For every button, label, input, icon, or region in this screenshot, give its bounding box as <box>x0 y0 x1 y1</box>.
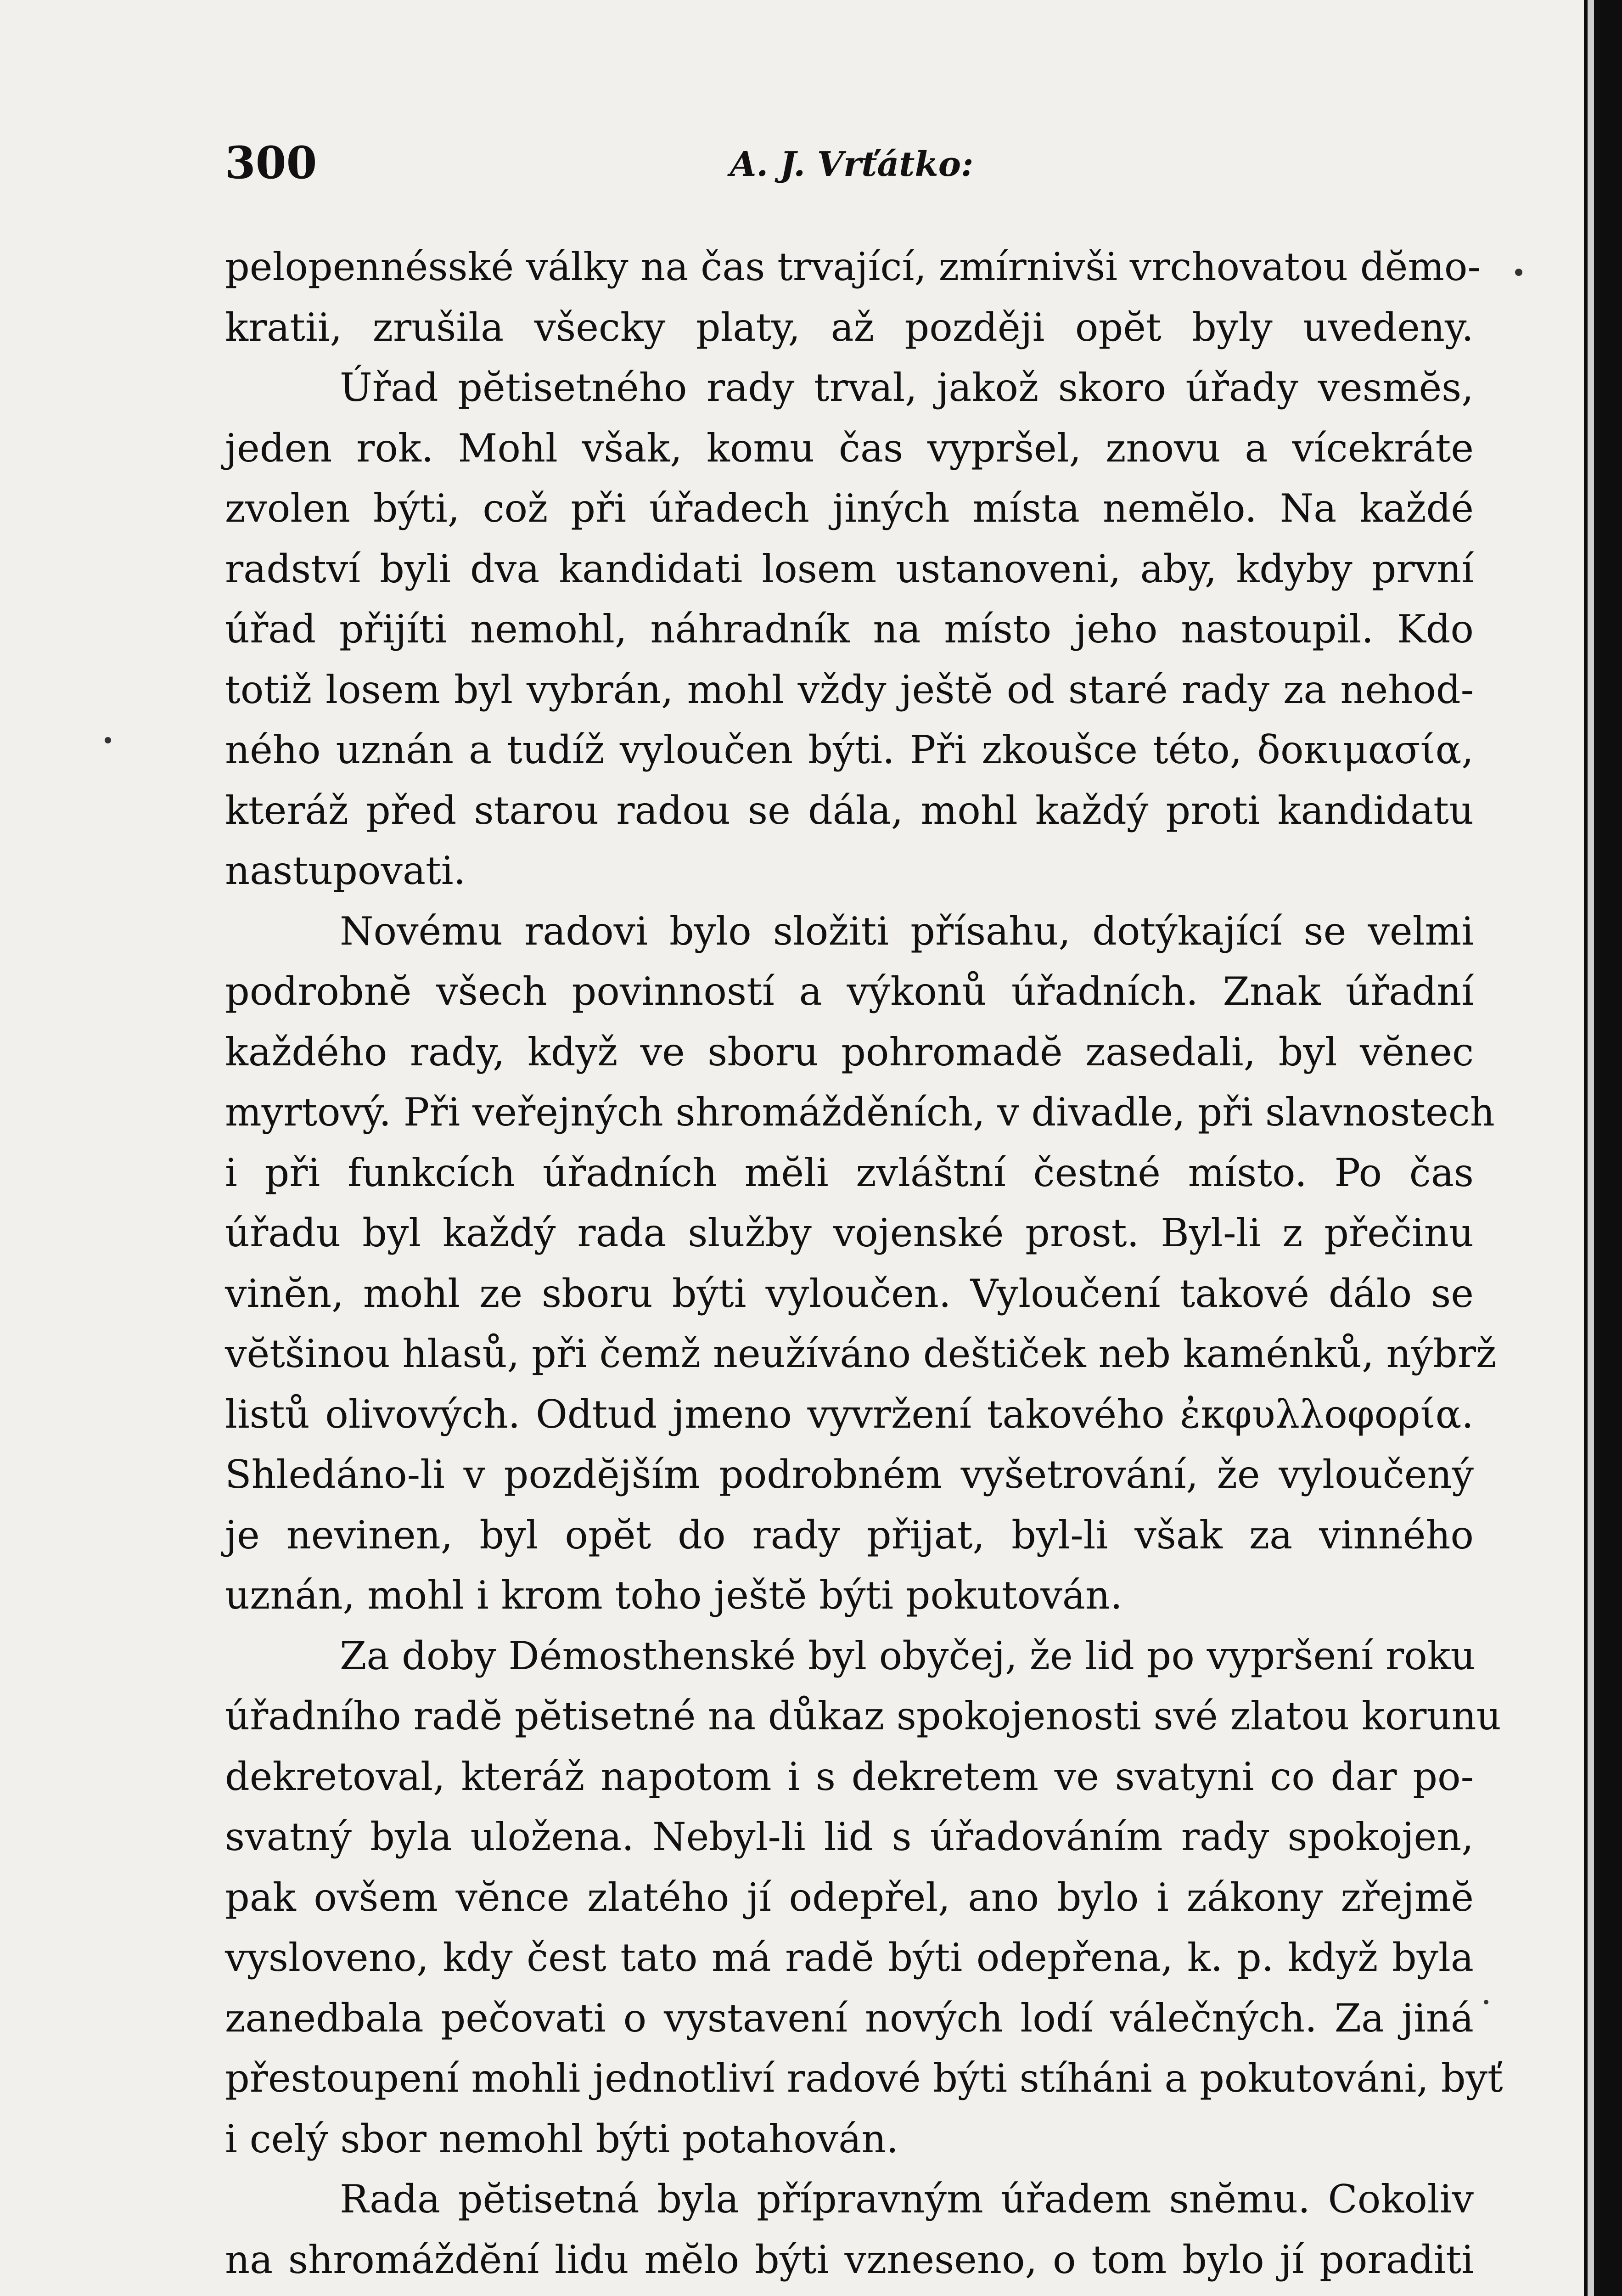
print-speck <box>1484 2000 1488 2004</box>
text-line: pak ovšem vĕnce zlatého jí odepřel, ano bylo i zákony zřejmĕ <box>225 1874 1474 1920</box>
text-line: Novému radovi bylo složiti přísahu, dotýkající se velmi <box>340 908 1474 954</box>
text-line: i při funkcích úřadních mĕli zvláštní čestné místo. Po čas <box>225 1150 1474 1195</box>
text-line: vĕtšinou hlasů, při čemž neužíváno deštiček neb kaménků, nýbrž <box>225 1331 1497 1376</box>
page-header <box>225 131 1474 195</box>
text-line: pelopennésské války na čas trvající, zmírnivši vrchovatou dĕmo- <box>225 244 1481 289</box>
text-line: přestoupení mohli jednotliví radové býti stíháni a pokutováni, byť <box>225 2056 1503 2101</box>
text-line: myrtový. Při veřejných shromážděních, v divadle, při slavnostech <box>225 1090 1495 1135</box>
text-line: nastupovati. <box>225 848 466 893</box>
text-line: dekretoval, kteráž napotom i s dekretem ve svatyni co dar po- <box>225 1754 1474 1799</box>
text-line <box>225 2290 1474 2296</box>
text-line: každého rady, když ve sboru pohromadĕ zasedali, byl vĕnec <box>225 1029 1474 1075</box>
text-line: i celý sbor nemohl býti potahován. <box>225 2116 899 2161</box>
running-head: A. J. Vrťátko: <box>730 145 974 184</box>
text-line: úřadního radĕ pĕtisetné na důkaz spokojenosti své zlatou korunu <box>225 1694 1501 1739</box>
text-line: vinĕn, mohl ze sboru býti vyloučen. Vyloučení takové dálo se <box>225 1271 1474 1316</box>
text-line: ného uznán a tudíž vyloučen býti. Při zkoušce této, δοκιμασία, <box>225 727 1474 772</box>
text-line: jeden rok. Mohl však, komu čas vypršel, znovu a vícekráte <box>225 425 1474 471</box>
text-line: listů olivových. Odtud jmeno vyvržení takového ἐκφυλλοφορία. <box>225 1391 1474 1437</box>
text-line: svatný byla uložena. Nebyl-li lid s úřadováním rady spokojen, <box>225 1814 1474 1859</box>
text-line: úřadu byl každý rada služby vojenské prost. Byl-li z přečinu <box>225 1210 1474 1255</box>
text-line: totiž losem byl vybrán, mohl vždy ještĕ od staré rady za nehod- <box>225 667 1474 712</box>
scan-edge-highlight <box>1588 0 1594 2296</box>
text-line: Shledáno-li v pozdĕjším podrobném vyšetrování, že vyloučený <box>225 1452 1474 1497</box>
text-line: kratii, zrušila všecky platy, až později opĕt byly uvedeny. <box>225 304 1474 350</box>
body-text <box>225 237 1503 2296</box>
text-line: podrobnĕ všech povinností a výkonů úřadních. Znak úřadní <box>225 969 1474 1014</box>
text-line: Úřad pĕtisetného rady trval, jakož skoro úřady vesmĕs, <box>340 365 1474 410</box>
page-number: 300 <box>225 137 317 189</box>
print-speck <box>105 737 111 743</box>
print-speck <box>1515 269 1522 276</box>
text-line: je nevinen, byl opĕt do rady přijat, byl-li však za vinného <box>225 1512 1474 1558</box>
text-line: radství byli dva kandidati losem ustanoveni, aby, kdyby první <box>225 546 1474 591</box>
text-line: zvolen býti, což při úřadech jiných místa nemĕlo. Na každé <box>225 486 1474 531</box>
text-line: Za doby Démosthenské byl obyčej, že lid po vypršení roku <box>340 1633 1476 1678</box>
text-line: vysloveno, kdy čest tato má radĕ býti odepřena, k. p. když byla <box>225 1935 1474 1980</box>
text-line: uznán, mohl i krom toho ještĕ býti pokutován. <box>225 1573 1122 1618</box>
text-line: úřad přijíti nemohl, náhradník na místo jeho nastoupil. Kdo <box>225 607 1474 652</box>
text-line: zanedbala pečovati o vystavení nových lodí válečných. Za jiná <box>225 1995 1474 2041</box>
text-line: Rada pĕtisetná byla přípravným úřadem snĕmu. Cokoliv <box>340 2177 1474 2222</box>
text-line: kteráž před starou radou se dála, mohl každý proti kandidatu <box>225 788 1474 833</box>
text-line: na shromáždĕní lidu mĕlo býti vzneseno, o tom bylo jí poraditi <box>225 2237 1474 2282</box>
